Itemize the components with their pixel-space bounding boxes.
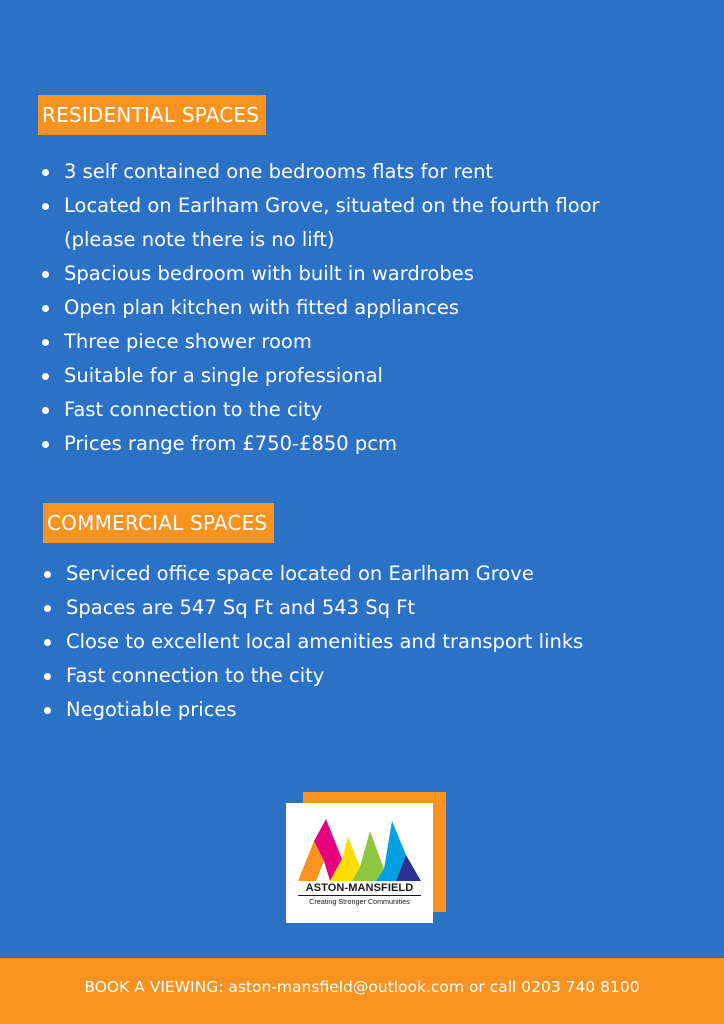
list-item-text: Spaces are 547 Sq Ft and 543 Sq Ft xyxy=(66,596,416,619)
booking-text: BOOK A VIEWING: aston-mansfield@outlook.com or call 0203 740 8100 xyxy=(84,978,640,996)
list-item-text: Serviced office space located on Earlham Grove xyxy=(66,562,534,585)
list-item xyxy=(38,257,600,291)
bullet-icon xyxy=(42,407,49,414)
bullet-icon xyxy=(42,441,49,448)
bullet-icon xyxy=(44,639,51,646)
residential-list xyxy=(38,155,600,461)
list-item xyxy=(38,189,600,257)
list-item xyxy=(38,427,600,461)
bullet-icon xyxy=(42,373,49,380)
commercial-heading: COMMERCIAL SPACES xyxy=(43,503,274,543)
logo-card xyxy=(286,803,433,923)
list-item-text: Fast connection to the city xyxy=(64,398,323,421)
bullet-icon xyxy=(42,271,49,278)
list-item xyxy=(38,155,600,189)
list-item-text: Fast connection to the city xyxy=(66,664,325,687)
list-item xyxy=(40,693,583,727)
logo-mountains-icon xyxy=(296,819,423,881)
bullet-icon xyxy=(44,571,51,578)
bullet-icon xyxy=(44,707,51,714)
list-item xyxy=(38,291,600,325)
list-item xyxy=(40,591,583,625)
bullet-icon xyxy=(42,339,49,346)
booking-footer xyxy=(0,958,724,1024)
list-item-text: Negotiable prices xyxy=(66,698,237,721)
list-item xyxy=(40,659,583,693)
commercial-list xyxy=(40,557,583,727)
list-item xyxy=(40,625,583,659)
bullet-icon xyxy=(44,673,51,680)
list-item-text: 3 self contained one bedrooms flats for rent xyxy=(64,160,494,183)
list-item-text: Prices range from £750-£850 pcm xyxy=(64,432,397,455)
list-item xyxy=(38,393,600,427)
logo-name: ASTON-MANSFIELD xyxy=(305,882,414,894)
logo-tagline: Creating Stronger Communities xyxy=(298,895,421,906)
list-item-text: Suitable for a single professional xyxy=(64,364,383,387)
list-item-text: Open plan kitchen with fitted appliances xyxy=(64,296,460,319)
residential-heading: RESIDENTIAL SPACES xyxy=(38,95,266,135)
bullet-icon xyxy=(42,203,49,210)
bullet-icon xyxy=(44,605,51,612)
bullet-icon xyxy=(42,305,49,312)
list-item-text: Located on Earlham Grove, situated on the fourth floor xyxy=(64,194,600,217)
list-item xyxy=(38,359,600,393)
list-item xyxy=(38,325,600,359)
aston-mansfield-logo xyxy=(286,792,446,923)
list-item-text: Close to excellent local amenities and transport links xyxy=(66,630,584,653)
list-item-continuation: (please note there is no lift) xyxy=(64,228,335,251)
bullet-icon xyxy=(42,169,49,176)
list-item-text: Three piece shower room xyxy=(64,330,312,353)
list-item-text: Spacious bedroom with built in wardrobes xyxy=(64,262,474,285)
list-item xyxy=(40,557,583,591)
